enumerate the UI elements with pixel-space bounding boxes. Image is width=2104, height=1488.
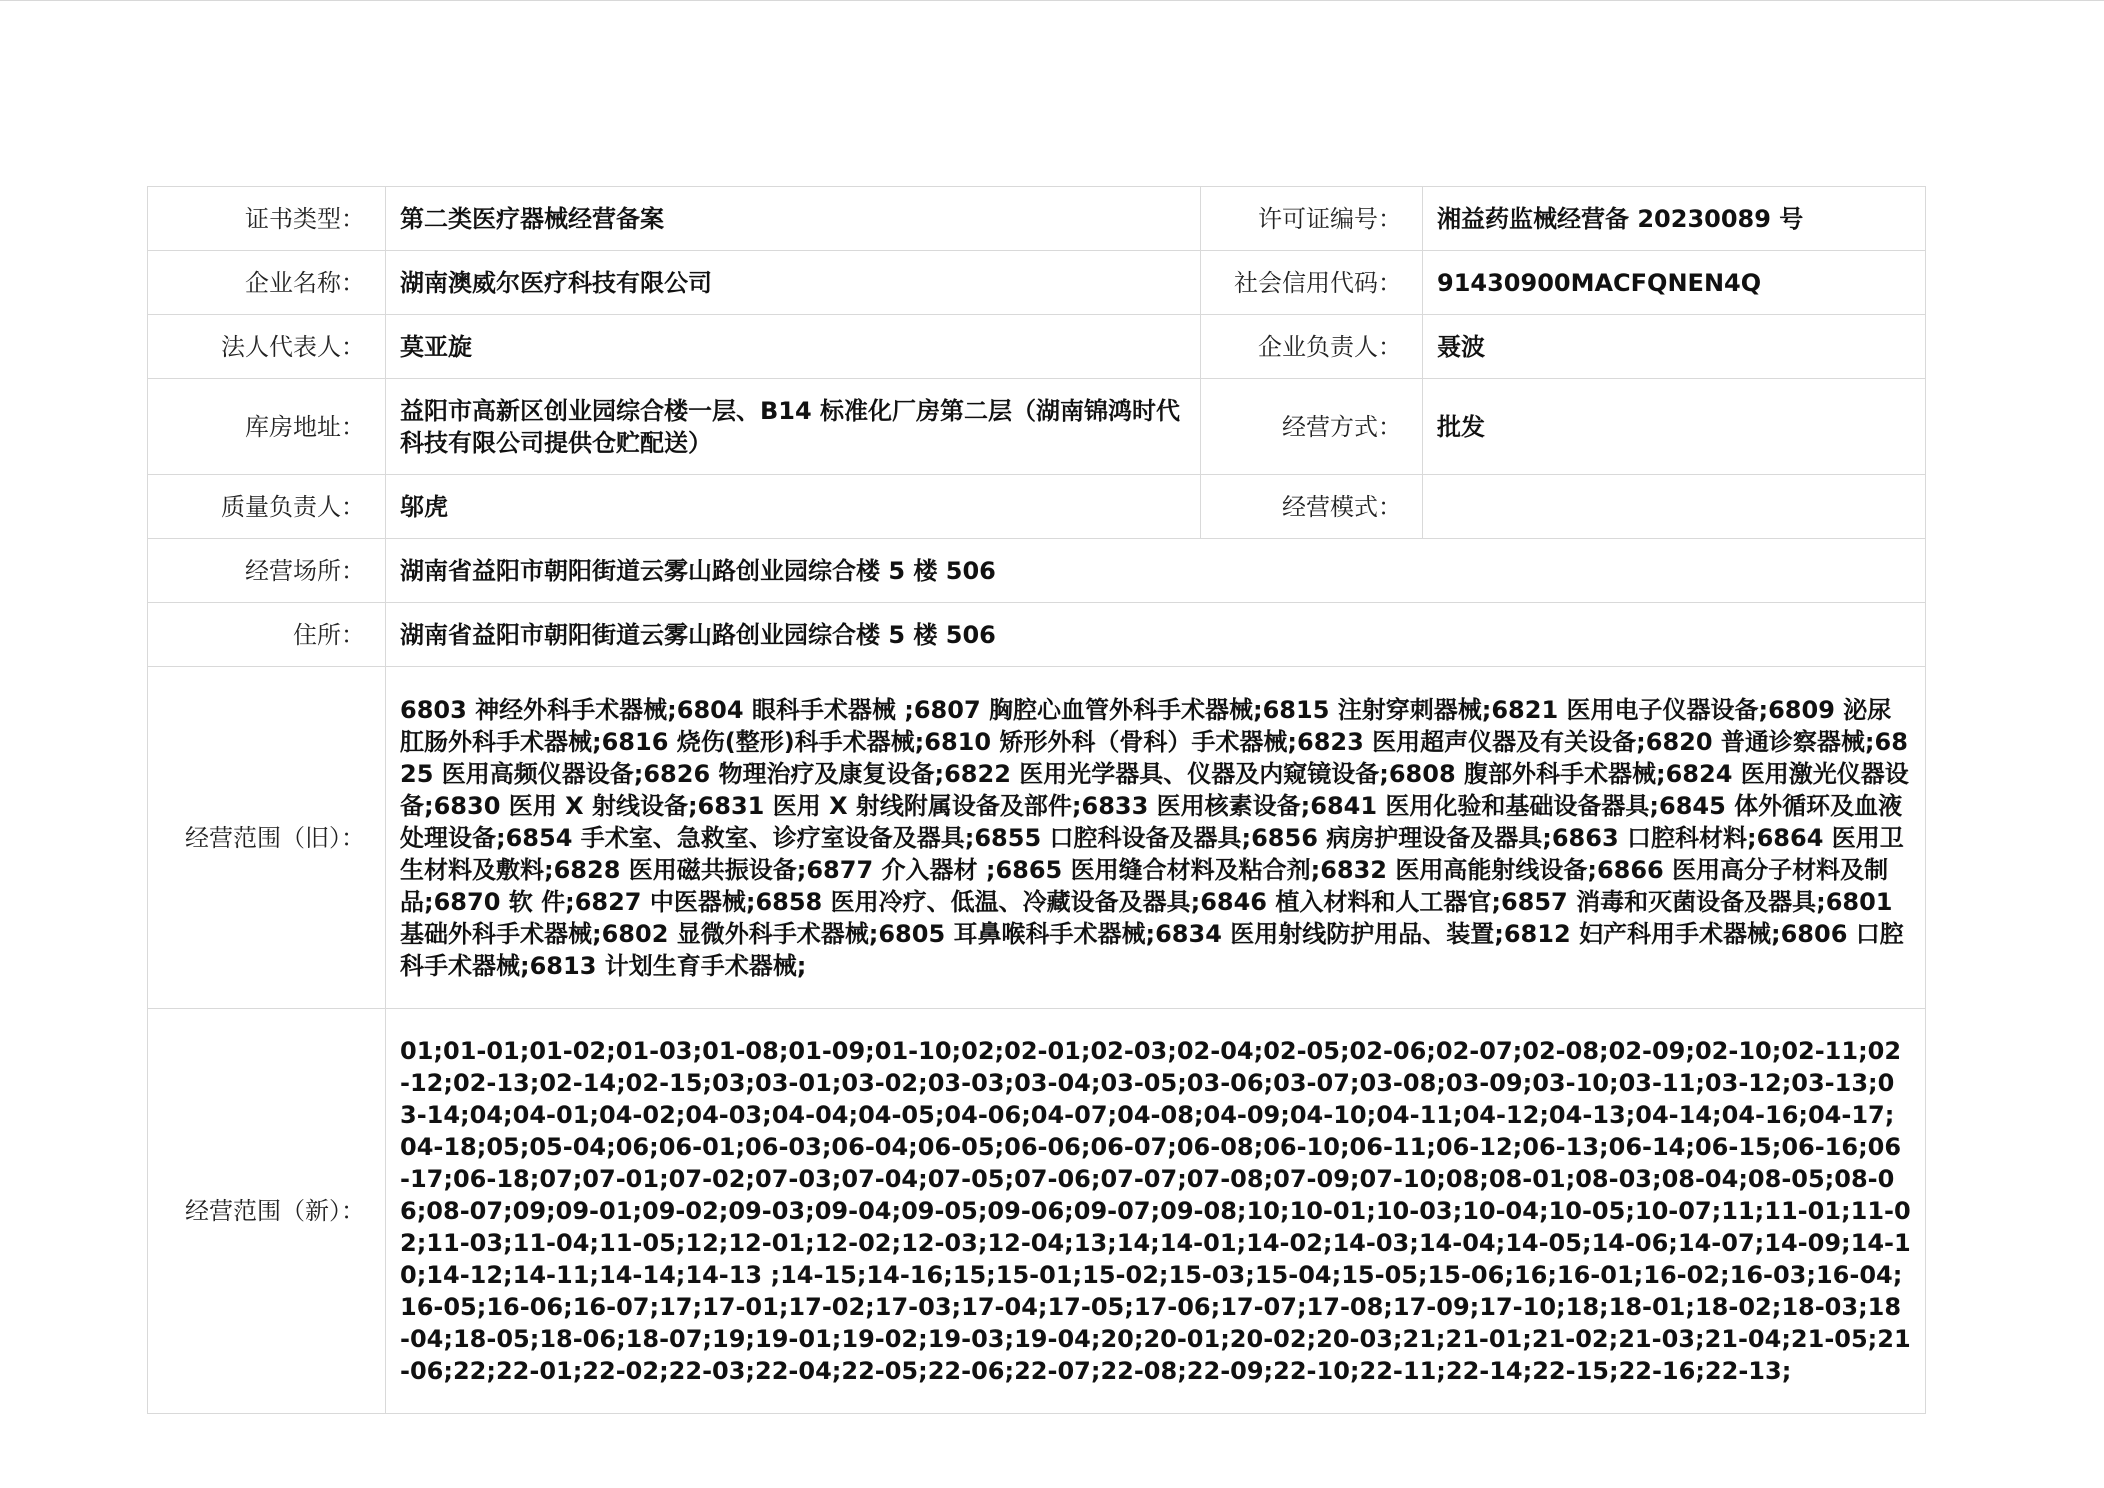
business-model-value xyxy=(1423,475,1926,539)
business-mode-value: 批发 xyxy=(1423,379,1926,475)
cert-type-label: 证书类型： xyxy=(148,187,386,251)
legal-rep-label: 法人代表人： xyxy=(148,315,386,379)
company-name-label: 企业名称： xyxy=(148,251,386,315)
row-warehouse xyxy=(148,379,1926,475)
scope-old-label: 经营范围（旧）： xyxy=(148,667,386,1009)
credit-code-label: 社会信用代码： xyxy=(1201,251,1423,315)
credit-code-value: 91430900MACFQNEN4Q xyxy=(1423,251,1926,315)
scope-old-value: 6803 神经外科手术器械;6804 眼科手术器械 ;6807 胸腔心血管外科手术器械;6815 注射穿刺器械;6821 医用电子仪器设备;6809 泌尿肛肠外科手术器械;6816 烧伤(整形)科手术器械;6810 矫形外科（骨科）手术器械;6823 医用超声仪器及有关设备;6820 普通诊察器械;6825 医用高频仪器设备;6826 物理治疗及康复设备;6822 医用光学器具、仪器及内窥镜设备;6808 腹部外科手术器械;6824 医用激光仪器设备;6830 医用 X 射线设备;6831 医用 X 射线附属设备及部件;6833 医用核素设备;6841 医用化验和基础设备器具;6845 体外循环及血液处理设备;6854 手术室、急救室、诊疗室设备及器具;6855 口腔科设备及器具;6856 病房护理设备及器具;6863 口腔科材料;6864 医用卫生材料及敷料;6828 医用磁共振设备;6877 介入器材 ;6865 医用缝合材料及粘合剂;6832 医用高能射线设备;6866 医用高分子材料及制品;6870 软 件;6827 中医器械;6858 医用冷疗、低温、冷藏设备及器具;6846 植入材料和人工器官;6857 消毒和灭菌设备及器具;6801 基础外科手术器械;6802 显微外科手术器械;6805 耳鼻喉科手术器械;6834 医用射线防护用品、装置;6812 妇产科用手术器械;6806 口腔科手术器械;6813 计划生育手术器械; xyxy=(386,667,1926,1009)
scope-new-value: 01;01-01;01-02;01-03;01-08;01-09;01-10;02;02-01;02-03;02-04;02-05;02-06;02-07;02-08;02-09;02-10;02-11;02-12;02-13;02-14;02-15;03;03-01;03-02;03-03;03-04;03-05;03-06;03-07;03-08;03-09;03-10;03-11;03-12;03-13;03-14;04;04-01;04-02;04-03;04-04;04-05;04-06;04-07;04-08;04-09;04-10;04-11;04-12;04-13;04-14;04-16;04-17;04-18;05;05-04;06;06-01;06-03;06-04;06-05;06-06;06-07;06-08;06-10;06-11;06-12;06-13;06-14;06-15;06-16;06-17;06-18;07;07-01;07-02;07-03;07-04;07-05;07-06;07-07;07-08;07-09;07-10;08;08-01;08-03;08-04;08-05;08-06;08-07;09;09-01;09-02;09-03;09-04;09-05;09-06;09-07;09-08;10;10-01;10-03;10-04;10-05;10-07;11;11-01;11-02;11-03;11-04;11-05;12;12-01;12-02;12-03;12-04;13;14;14-01;14-02;14-03;14-04;14-05;14-06;14-07;14-09;14-10;14-12;14-11;14-14;14-13 ;14-15;14-16;15;15-01;15-02;15-03;15-04;15-05;15-06;16;16-01;16-02;16-03;16-04;16-05;16-06;16-07;17;17-01;17-02;17-03;17-04;17-05;17-06;17-07;17-08;17-09;17-10;18;18-01;18-02;18-03;18-04;18-05;18-06;18-07;19;19-01;19-02;19-03;19-04;20;20-01;20-02;20-03;21;21-01;21-02;21-03;21-04;21-05;21-06;22;22-01;22-02;22-03;22-04;22-05;22-06;22-07;22-08;22-09;22-10;22-11;22-14;22-15;22-16;22-13; xyxy=(386,1009,1926,1414)
business-place-value: 湖南省益阳市朝阳街道云雾山路创业园综合楼 5 楼 506 xyxy=(386,539,1926,603)
license-no-label: 许可证编号： xyxy=(1201,187,1423,251)
certificate-table xyxy=(147,186,1926,1414)
company-head-label: 企业负责人： xyxy=(1201,315,1423,379)
warehouse-addr-label: 库房地址： xyxy=(148,379,386,475)
row-scope-old xyxy=(148,667,1926,1009)
scope-new-label: 经营范围（新）： xyxy=(148,1009,386,1414)
row-cert-type xyxy=(148,187,1926,251)
quality-head-value: 邬虎 xyxy=(386,475,1201,539)
residence-value: 湖南省益阳市朝阳街道云雾山路创业园综合楼 5 楼 506 xyxy=(386,603,1926,667)
cert-type-value: 第二类医疗器械经营备案 xyxy=(386,187,1201,251)
business-model-label: 经营模式： xyxy=(1201,475,1423,539)
row-scope-new xyxy=(148,1009,1926,1414)
row-business-place xyxy=(148,539,1926,603)
row-company-name xyxy=(148,251,1926,315)
row-quality-head xyxy=(148,475,1926,539)
row-legal-rep xyxy=(148,315,1926,379)
page-top-border xyxy=(0,0,2104,1)
row-residence xyxy=(148,603,1926,667)
business-mode-label: 经营方式： xyxy=(1201,379,1423,475)
residence-label: 住所： xyxy=(148,603,386,667)
warehouse-addr-value: 益阳市高新区创业园综合楼一层、B14 标准化厂房第二层（湖南锦鸿时代科技有限公司提供仓贮配送） xyxy=(386,379,1201,475)
company-name-value: 湖南澳威尔医疗科技有限公司 xyxy=(386,251,1201,315)
legal-rep-value: 莫亚旋 xyxy=(386,315,1201,379)
business-place-label: 经营场所： xyxy=(148,539,386,603)
quality-head-label: 质量负责人： xyxy=(148,475,386,539)
license-no-value: 湘益药监械经营备 20230089 号 xyxy=(1423,187,1926,251)
company-head-value: 聂波 xyxy=(1423,315,1926,379)
